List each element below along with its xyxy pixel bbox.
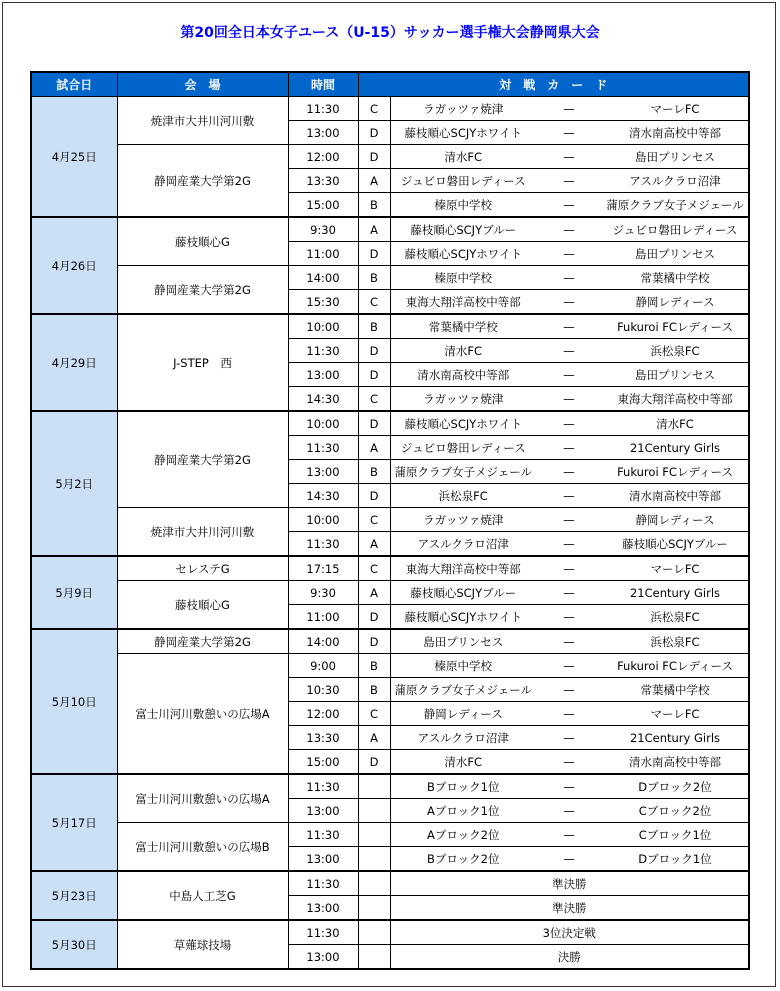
table-row: [31, 654, 749, 678]
away-team: 清水南高校中等部: [602, 484, 749, 508]
away-team: 21Century Girls: [602, 581, 749, 605]
match-group: A: [358, 169, 390, 193]
away-team: Cブロック1位: [602, 823, 749, 847]
away-team: 浜松泉FC: [602, 605, 749, 630]
versus-dash: —: [536, 339, 602, 363]
table-row: [31, 508, 749, 532]
match-time: 11:30: [288, 436, 358, 460]
home-team: 藤枝順心SCJYブルー: [390, 581, 536, 605]
versus-dash: —: [536, 121, 602, 145]
home-team: Bブロック1位: [390, 774, 536, 799]
match-group: B: [358, 654, 390, 678]
match-time: 15:00: [288, 750, 358, 775]
match-group: D: [358, 363, 390, 387]
versus-dash: —: [536, 266, 602, 290]
away-team: Dブロック2位: [602, 774, 749, 799]
away-team: 21Century Girls: [602, 436, 749, 460]
versus-dash: —: [536, 678, 602, 702]
home-team: 東海大翔洋高校中等部: [390, 290, 536, 315]
versus-dash: —: [536, 242, 602, 266]
table-row: [31, 920, 749, 945]
match-group: D: [358, 121, 390, 145]
away-team: 静岡レディース: [602, 290, 749, 315]
home-team: ジュビロ磐田レディース: [390, 169, 536, 193]
match-time: 11:30: [288, 774, 358, 799]
venue-name: 富士川河川敷憩いの広場B: [117, 823, 288, 872]
match-group: D: [358, 339, 390, 363]
versus-dash: —: [536, 823, 602, 847]
venue-name: 中島人工芝G: [117, 871, 288, 920]
match-group: A: [358, 436, 390, 460]
match-time: 13:00: [288, 799, 358, 823]
home-team: 藤枝順心SCJYブルー: [390, 217, 536, 242]
venue-name: 草薙球技場: [117, 920, 288, 969]
match-time: 13:00: [288, 121, 358, 145]
home-team: Aブロック2位: [390, 823, 536, 847]
home-team: 島田プリンセス: [390, 629, 536, 654]
away-team: 浜松泉FC: [602, 629, 749, 654]
table-row: [31, 411, 749, 436]
home-team: 常葉橘中学校: [390, 314, 536, 339]
versus-dash: —: [536, 508, 602, 532]
home-team: 藤枝順心SCJYホワイト: [390, 242, 536, 266]
match-group: B: [358, 314, 390, 339]
venue-name: 富士川河川敷憩いの広場A: [117, 654, 288, 775]
away-team: 浜松泉FC: [602, 339, 749, 363]
home-team: 蒲原クラブ女子メジェール: [390, 460, 536, 484]
venue-name: 富士川河川敷憩いの広場A: [117, 774, 288, 823]
match-time: 14:30: [288, 484, 358, 508]
away-team: Dブロック1位: [602, 847, 749, 872]
venue-name: 藤枝順心G: [117, 581, 288, 630]
table-row: [31, 556, 749, 581]
header-venue: 会 場: [117, 72, 288, 97]
away-team: Fukuroi FCレディース: [602, 460, 749, 484]
versus-dash: —: [536, 581, 602, 605]
match-group: C: [358, 556, 390, 581]
match-group: [358, 799, 390, 823]
away-team: 東海大翔洋高校中等部: [602, 387, 749, 412]
table-row: [31, 145, 749, 169]
venue-name: 藤枝順心G: [117, 217, 288, 266]
match-time: 12:00: [288, 702, 358, 726]
home-team: 榛原中学校: [390, 654, 536, 678]
match-time: 10:00: [288, 508, 358, 532]
versus-dash: —: [536, 629, 602, 654]
match-date: 5月2日: [31, 411, 117, 556]
venue-name: 焼津市大井川河川敷: [117, 508, 288, 557]
versus-dash: —: [536, 460, 602, 484]
venue-name: 焼津市大井川河川敷: [117, 97, 288, 145]
versus-dash: —: [536, 654, 602, 678]
match-label: 準決勝: [390, 896, 749, 921]
away-team: 藤枝順心SCJYブルー: [602, 532, 749, 557]
versus-dash: —: [536, 387, 602, 412]
away-team: Fukuroi FCレディース: [602, 654, 749, 678]
match-group: D: [358, 484, 390, 508]
versus-dash: —: [536, 799, 602, 823]
away-team: 清水南高校中等部: [602, 121, 749, 145]
match-time: 13:00: [288, 363, 358, 387]
table-row: [31, 629, 749, 654]
venue-name: 静岡産業大学第2G: [117, 145, 288, 218]
away-team: 蒲原クラブ女子メジェール: [602, 193, 749, 218]
versus-dash: —: [536, 605, 602, 630]
match-time: 11:00: [288, 605, 358, 630]
header-time: 時間: [288, 72, 358, 97]
table-row: [31, 217, 749, 242]
header-date: 試合日: [31, 72, 117, 97]
match-time: 14:30: [288, 387, 358, 412]
match-group: [358, 871, 390, 896]
match-date: 5月10日: [31, 629, 117, 774]
away-team: ジュビロ磐田レディース: [602, 217, 749, 242]
home-team: 藤枝順心SCJYホワイト: [390, 605, 536, 630]
match-group: D: [358, 411, 390, 436]
page-title: 第20回全日本女子ユース（U-15）サッカー選手権大会静岡県大会: [180, 25, 600, 41]
match-time: 10:00: [288, 314, 358, 339]
table-row: [31, 266, 749, 290]
versus-dash: —: [536, 532, 602, 557]
match-group: B: [358, 266, 390, 290]
header-card: 対 戦 カ ー ド: [358, 72, 749, 97]
away-team: 島田プリンセス: [602, 145, 749, 169]
home-team: 東海大翔洋高校中等部: [390, 556, 536, 581]
match-time: 15:00: [288, 193, 358, 218]
away-team: マーレFC: [602, 97, 749, 121]
home-team: 静岡レディース: [390, 702, 536, 726]
home-team: 浜松泉FC: [390, 484, 536, 508]
home-team: 藤枝順心SCJYホワイト: [390, 411, 536, 436]
venue-name: 静岡産業大学第2G: [117, 266, 288, 315]
match-group: C: [358, 702, 390, 726]
away-team: 静岡レディース: [602, 508, 749, 532]
match-time: 15:30: [288, 290, 358, 315]
table-row: [31, 774, 749, 799]
versus-dash: —: [536, 411, 602, 436]
away-team: 21Century Girls: [602, 726, 749, 750]
versus-dash: —: [536, 363, 602, 387]
match-date: 5月9日: [31, 556, 117, 629]
match-time: 11:30: [288, 97, 358, 121]
match-group: A: [358, 532, 390, 557]
match-time: 10:00: [288, 411, 358, 436]
match-time: 13:00: [288, 945, 358, 970]
versus-dash: —: [536, 436, 602, 460]
away-team: マーレFC: [602, 556, 749, 581]
match-group: A: [358, 726, 390, 750]
match-group: C: [358, 290, 390, 315]
match-date: 4月26日: [31, 217, 117, 314]
match-group: C: [358, 97, 390, 121]
versus-dash: —: [536, 484, 602, 508]
table-row: [31, 823, 749, 847]
versus-dash: —: [536, 314, 602, 339]
match-date: 4月25日: [31, 97, 117, 218]
away-team: 清水南高校中等部: [602, 750, 749, 775]
versus-dash: —: [536, 556, 602, 581]
away-team: 清水FC: [602, 411, 749, 436]
match-group: [358, 920, 390, 945]
home-team: Aブロック1位: [390, 799, 536, 823]
match-time: 11:30: [288, 920, 358, 945]
home-team: Bブロック2位: [390, 847, 536, 872]
match-time: 12:00: [288, 145, 358, 169]
match-time: 14:00: [288, 629, 358, 654]
table-row: [31, 581, 749, 605]
match-group: [358, 847, 390, 872]
away-team: マーレFC: [602, 702, 749, 726]
home-team: ラガッツァ焼津: [390, 97, 536, 121]
match-date: 4月29日: [31, 314, 117, 411]
match-time: 11:30: [288, 871, 358, 896]
match-date: 5月30日: [31, 920, 117, 969]
match-label: 準決勝: [390, 871, 749, 896]
table-row: [31, 871, 749, 896]
versus-dash: —: [536, 726, 602, 750]
versus-dash: —: [536, 847, 602, 872]
match-time: 9:30: [288, 581, 358, 605]
away-team: 常葉橘中学校: [602, 266, 749, 290]
match-group: D: [358, 145, 390, 169]
match-group: D: [358, 605, 390, 630]
match-group: [358, 945, 390, 970]
away-team: 常葉橘中学校: [602, 678, 749, 702]
match-group: [358, 896, 390, 921]
match-group: A: [358, 217, 390, 242]
match-time: 10:30: [288, 678, 358, 702]
match-time: 11:00: [288, 242, 358, 266]
match-label: 3位決定戦: [390, 920, 749, 945]
home-team: ラガッツァ焼津: [390, 387, 536, 412]
versus-dash: —: [536, 290, 602, 315]
versus-dash: —: [536, 774, 602, 799]
away-team: アスルクラロ沼津: [602, 169, 749, 193]
match-group: [358, 774, 390, 799]
home-team: 蒲原クラブ女子メジェール: [390, 678, 536, 702]
match-group: D: [358, 629, 390, 654]
match-time: 11:30: [288, 532, 358, 557]
match-group: [358, 823, 390, 847]
match-time: 13:00: [288, 847, 358, 872]
schedule-table: [30, 71, 750, 970]
venue-name: 静岡産業大学第2G: [117, 411, 288, 508]
match-time: 9:00: [288, 654, 358, 678]
match-time: 13:30: [288, 726, 358, 750]
table-row: [31, 97, 749, 121]
home-team: 藤枝順心SCJYホワイト: [390, 121, 536, 145]
match-time: 9:30: [288, 217, 358, 242]
match-group: C: [358, 387, 390, 412]
away-team: Fukuroi FCレディース: [602, 314, 749, 339]
match-time: 13:30: [288, 169, 358, 193]
header-row: [31, 72, 749, 97]
home-team: ジュビロ磐田レディース: [390, 436, 536, 460]
match-time: 14:00: [288, 266, 358, 290]
match-group: B: [358, 193, 390, 218]
home-team: 榛原中学校: [390, 266, 536, 290]
away-team: Cブロック2位: [602, 799, 749, 823]
home-team: 清水FC: [390, 750, 536, 775]
match-time: 11:30: [288, 339, 358, 363]
versus-dash: —: [536, 169, 602, 193]
match-group: B: [358, 460, 390, 484]
home-team: アスルクラロ沼津: [390, 726, 536, 750]
match-group: B: [358, 678, 390, 702]
home-team: 清水FC: [390, 145, 536, 169]
home-team: 清水南高校中等部: [390, 363, 536, 387]
venue-name: J-STEP 西: [117, 314, 288, 411]
match-time: 17:15: [288, 556, 358, 581]
home-team: 清水FC: [390, 339, 536, 363]
match-date: 5月17日: [31, 774, 117, 871]
match-time: 11:30: [288, 823, 358, 847]
match-group: D: [358, 242, 390, 266]
versus-dash: —: [536, 145, 602, 169]
match-date: 5月23日: [31, 871, 117, 920]
versus-dash: —: [536, 217, 602, 242]
home-team: ラガッツァ焼津: [390, 508, 536, 532]
match-time: 13:00: [288, 460, 358, 484]
versus-dash: —: [536, 750, 602, 775]
match-group: D: [358, 750, 390, 775]
home-team: アスルクラロ沼津: [390, 532, 536, 557]
home-team: 榛原中学校: [390, 193, 536, 218]
venue-name: セレステG: [117, 556, 288, 581]
match-time: 13:00: [288, 896, 358, 921]
away-team: 島田プリンセス: [602, 363, 749, 387]
match-group: C: [358, 508, 390, 532]
venue-name: 静岡産業大学第2G: [117, 629, 288, 654]
match-group: A: [358, 581, 390, 605]
table-row: [31, 314, 749, 339]
match-label: 決勝: [390, 945, 749, 970]
versus-dash: —: [536, 193, 602, 218]
versus-dash: —: [536, 97, 602, 121]
versus-dash: —: [536, 702, 602, 726]
away-team: 島田プリンセス: [602, 242, 749, 266]
